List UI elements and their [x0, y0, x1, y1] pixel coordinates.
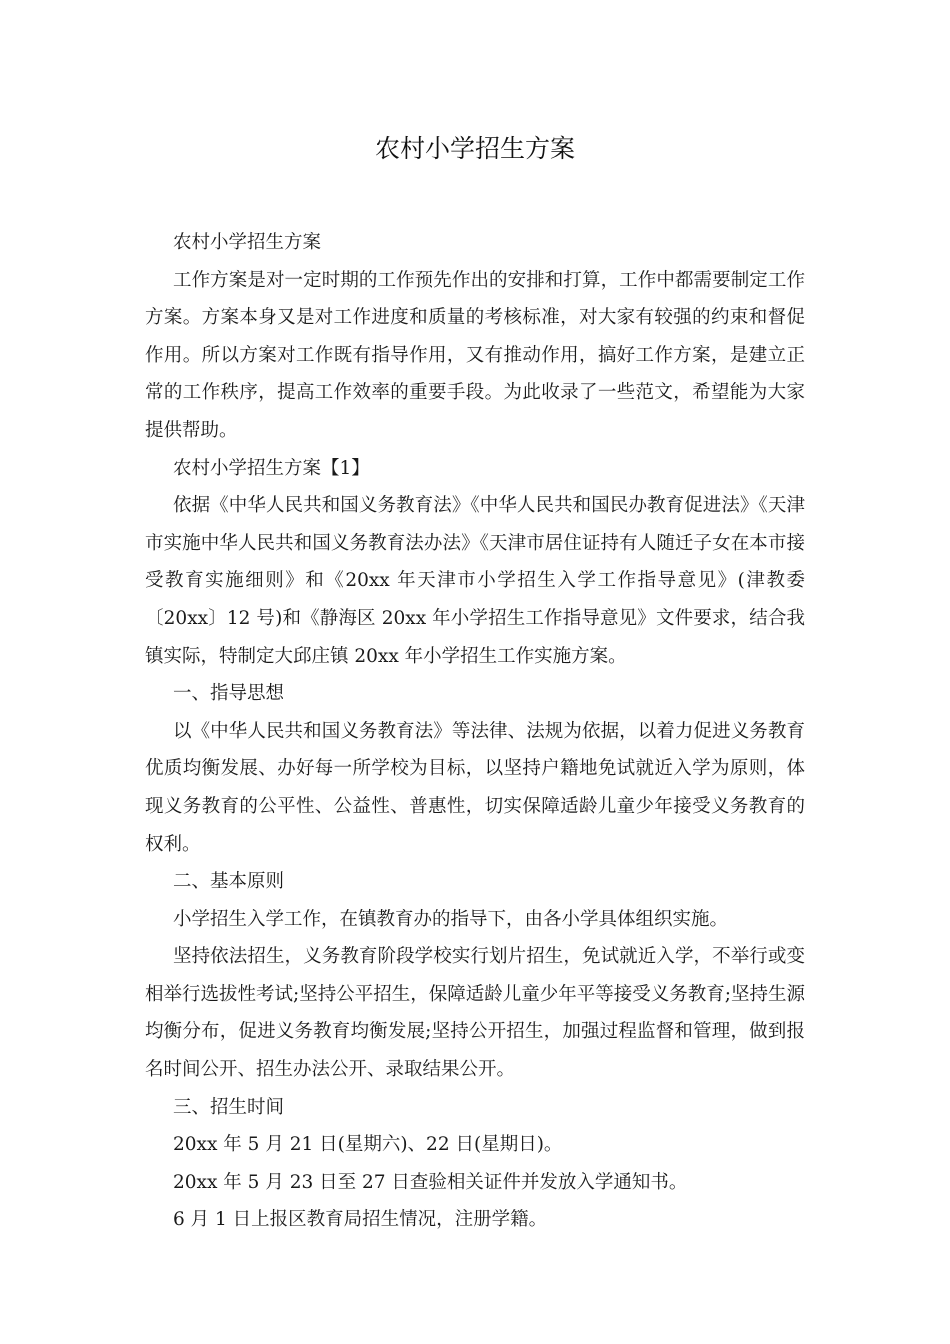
paragraph-principles-1: 小学招生入学工作，在镇教育办的指导下，由各小学具体组织实施。: [173, 908, 729, 930]
document-title: 农村小学招生方案: [374, 134, 575, 163]
paragraph-principles-2: 坚持依法招生，义务教育阶段学校实行划片招生，免试就近入学，不举行或变相举行选拔性考试;坚持公平招生，保障适龄儿童少年平等接受义务教育;坚持生源均衡分布，促进义务教育均衡发展;坚持公开招生，加强过程监督和管理，做到报名时间公开、招生办法公开、录取结果公开。: [145, 946, 805, 1081]
paragraph-intro: 工作方案是对一定时期的工作预先作出的安排和打算，工作中都需要制定工作方案。方案本身又是对工作进度和质量的考核标准，对大家有较强的约束和督促作用。所以方案对工作既有指导作用，又有推动作用，搞好工作方案，是建立正常的工作秩序，提高工作效率的重要手段。为此收录了一些范文，希望能为大家提供帮助。: [145, 269, 805, 441]
document-body: [145, 224, 805, 1239]
heading-enrollment-time: 三、招生时间: [173, 1096, 285, 1118]
paragraph-subtitle: 农村小学招生方案: [173, 232, 322, 253]
paragraph-time-1: 20xx 年 5 月 21 日(星期六)、22 日(星期日)。: [173, 1134, 563, 1156]
paragraph-section-1-heading: 农村小学招生方案【1】: [173, 457, 370, 479]
heading-basic-principles: 二、基本原则: [173, 871, 285, 893]
paragraph-time-2: 20xx 年 5 月 23 日至 27 日查验相关证件并发放入学通知书。: [173, 1171, 688, 1193]
paragraph-basis: 依据《中华人民共和国义务教育法》《中华人民共和国民办教育促进法》《天津市实施中华人民共和国义务教育法办法》《天津市居住证持有人随迁子女在本市接受教育实施细则》和《20xx 年天津市小学招生入学工作指导意见》(津教委〔20xx〕12 号)和《静海区 20xx 年小学招生工作指导意见》文件要求，结合我镇实际，特制定大邱庄镇 20xx 年小学招生工作实施方案。: [145, 495, 805, 667]
paragraph-time-3: 6 月 1 日上报区教育局招生情况，注册学籍。: [173, 1209, 548, 1231]
paragraph-guiding-ideology: 以《中华人民共和国义务教育法》等法律、法规为依据，以着力促进义务教育优质均衡发展、办好每一所学校为目标，以坚持户籍地免试就近入学为原则，体现义务教育的公平性、公益性、普惠性，切实保障适龄儿童少年接受义务教育的权利。: [145, 720, 805, 855]
heading-guiding-ideology: 一、指导思想: [173, 683, 285, 705]
